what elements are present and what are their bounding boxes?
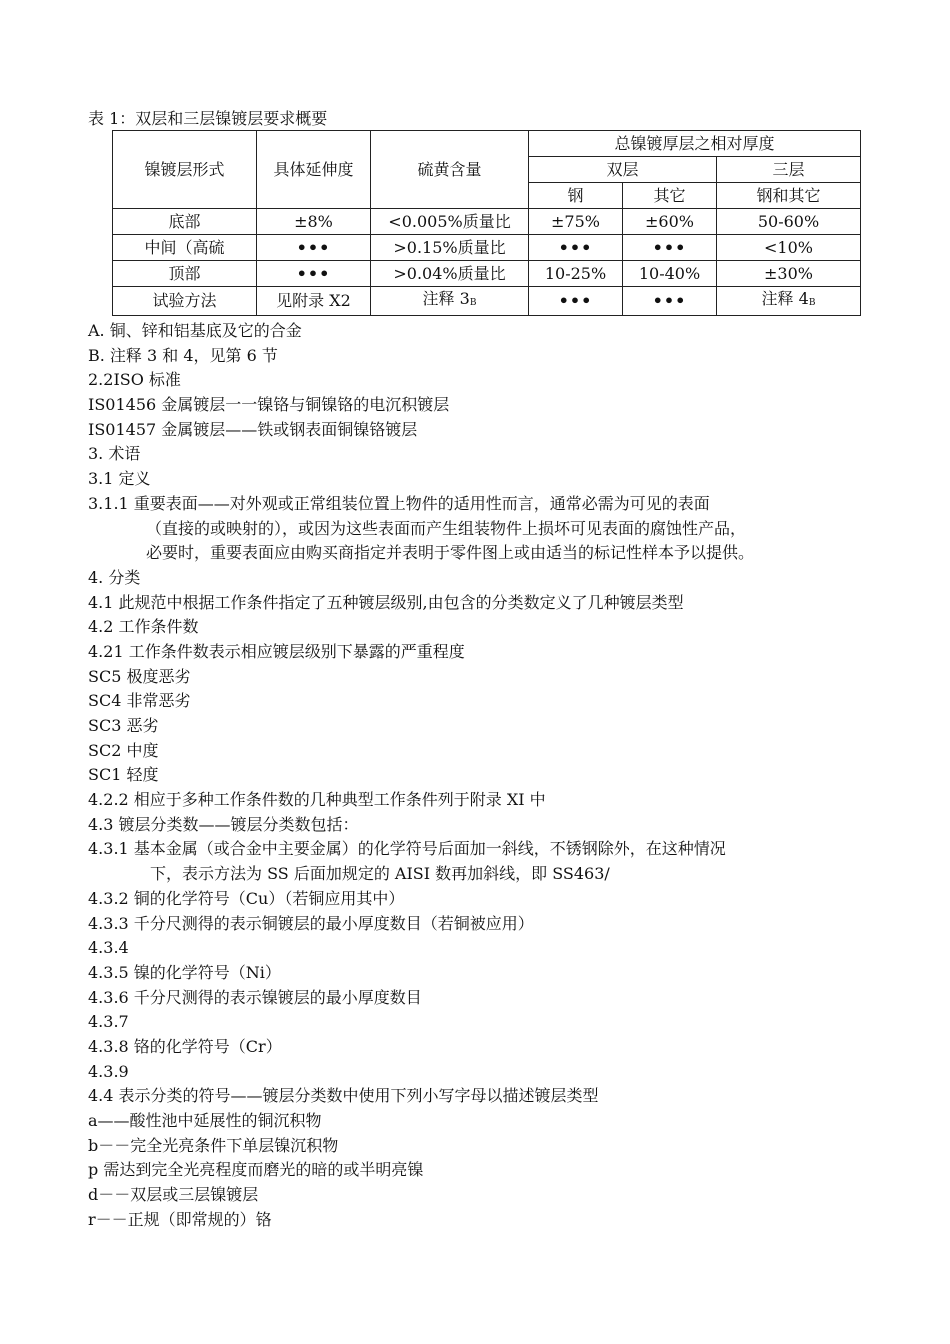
list-item: a——酸性池中延展性的铜沉积物 [88, 1111, 322, 1130]
text-line: 4.3.2 铜的化学符号（Cu）（若铜应用其中） [88, 888, 405, 908]
cell-layer: 中间（高硫 [113, 235, 257, 261]
list-item: SC3 恶劣 [88, 716, 159, 735]
header-triple: 三层 [717, 157, 861, 183]
text-line: B. 注释 3 和 4，见第 6 节 [88, 345, 278, 365]
table-caption: 表 1：双层和三层镍镀层要求概要 [88, 109, 328, 128]
text-line: 3.1.1 重要表面——对外观或正常组装位置上物件的适用性而言，通常必需为可见的表面 [88, 493, 710, 513]
nickel-layer-table [112, 130, 861, 316]
text-line: 4.3.3 千分尺测得的表示铜镀层的最小厚度数目（若铜被应用） [88, 913, 534, 933]
cell-sulfur [371, 287, 529, 316]
text-line: 4.3.8 铬的化学符号（Cr） [88, 1036, 282, 1056]
cell-sulfur: >0.15%质量比 [371, 235, 529, 261]
header-relative-thickness: 总镍镀厚层之相对厚度 [529, 131, 861, 157]
text-line: 4.3 镀层分类数——镀层分类数包括： [88, 814, 359, 834]
cell-triple: 50-60% [717, 209, 861, 235]
cell-elongation: 见附录 X2 [257, 287, 371, 316]
text-line: 4.4 表示分类的符号——镀层分类数中使用下列小写字母以描述镀层类型 [88, 1086, 599, 1106]
note-text: 注释 4 [761, 289, 809, 308]
cell-elongation: ••• [257, 261, 371, 287]
header-sulfur: 硫黄含量 [371, 131, 529, 209]
table-row [113, 287, 861, 316]
header-steel-other: 钢和其它 [717, 183, 861, 209]
cell-double-steel: ••• [529, 287, 623, 316]
note-subscript: B [808, 298, 816, 308]
cell-double-other: 10-40% [623, 261, 717, 287]
section-heading: 2.2ISO 标准 [88, 370, 181, 390]
header-double: 双层 [529, 157, 717, 183]
text-line: IS01457 金属镀层——铁或钢表面铜镍铬镀层 [88, 419, 418, 439]
cell-elongation: ••• [257, 235, 371, 261]
list-item: d－－双层或三层镍镀层 [88, 1185, 259, 1205]
text-line: （直接的或映射的），或因为这些表面而产生组装物件上损坏可见表面的腐蚀性产品， [146, 518, 747, 538]
cell-triple: ±30% [717, 261, 861, 287]
cell-elongation: ±8% [257, 209, 371, 235]
header-form: 镍镀层形式 [113, 131, 257, 209]
text-line: A. 铜、锌和铝基底及它的合金 [88, 321, 302, 340]
section-heading: 3.1 定义 [88, 469, 151, 489]
table-header-row [113, 131, 861, 157]
header-elongation: 具体延伸度 [257, 131, 371, 209]
list-item: SC4 非常恶劣 [88, 691, 191, 711]
text-line: 4.3.7 [88, 1012, 129, 1032]
text-line: 必要时，重要表面应由购买商指定并表明于零件图上或由适当的标记性样本予以提供。 [146, 543, 755, 563]
text-line: IS01456 金属镀层一一镍铬与铜镍铬的电沉积镀层 [88, 395, 450, 415]
list-item: b－－完全光亮条件下单层镍沉积物 [88, 1135, 339, 1155]
cell-sulfur: >0.04%质量比 [371, 261, 529, 287]
document-page [88, 108, 878, 1232]
table-row [113, 235, 861, 261]
text-line: 下，表示方法为 SS 后面加规定的 AISI 数再加斜线，即 SS463/ [150, 864, 610, 884]
cell-double-steel: ±75% [529, 209, 623, 235]
text-line: 4.2.2 相应于多种工作条件数的几种典型工作条件列于附录 XI 中 [88, 790, 546, 810]
list-item: p 需达到完全光亮程度而磨光的暗的或半明亮镍 [88, 1160, 424, 1180]
header-steel: 钢 [529, 183, 623, 209]
cell-triple: <10% [717, 235, 861, 261]
section-heading: 3. 术语 [88, 444, 141, 464]
cell-triple [717, 287, 861, 316]
note-subscript: B [469, 298, 477, 308]
text-line: 4.3.1 基本金属（或合金中主要金属）的化学符号后面加一斜线，不锈钢除外，在这种情况 [88, 839, 726, 859]
body-text [88, 319, 878, 1232]
header-other: 其它 [623, 183, 717, 209]
list-item: SC2 中度 [88, 740, 159, 760]
text-line: 4.3.4 [88, 938, 129, 958]
cell-layer: 顶部 [113, 261, 257, 287]
cell-layer: 底部 [113, 209, 257, 235]
cell-double-steel: ••• [529, 235, 623, 261]
text-line: 4.3.9 [88, 1061, 129, 1081]
list-item: r－－正规（即常规的）铬 [88, 1209, 272, 1229]
cell-double-other: ±60% [623, 209, 717, 235]
table-row [113, 209, 861, 235]
note-text: 注释 3 [422, 289, 470, 308]
cell-layer: 试验方法 [113, 287, 257, 316]
section-heading: 4.2 工作条件数 [88, 617, 199, 637]
cell-double-steel: 10-25% [529, 261, 623, 287]
cell-double-other: ••• [623, 235, 717, 261]
list-item: SC1 轻度 [88, 765, 159, 785]
section-heading: 4. 分类 [88, 567, 141, 587]
text-line: 4.21 工作条件数表示相应镀层级别下暴露的严重程度 [88, 641, 465, 661]
text-line: 4.3.6 千分尺测得的表示镍镀层的最小厚度数目 [88, 987, 422, 1007]
text-line: 4.1 此规范中根据工作条件指定了五种镀层级别,由包含的分类数定义了几种镀层类型 [88, 592, 684, 612]
text-line: 4.3.5 镍的化学符号（Ni） [88, 962, 281, 982]
table-row [113, 261, 861, 287]
list-item: SC5 极度恶劣 [88, 666, 191, 686]
cell-sulfur: <0.005%质量比 [371, 209, 529, 235]
cell-double-other: ••• [623, 287, 717, 316]
